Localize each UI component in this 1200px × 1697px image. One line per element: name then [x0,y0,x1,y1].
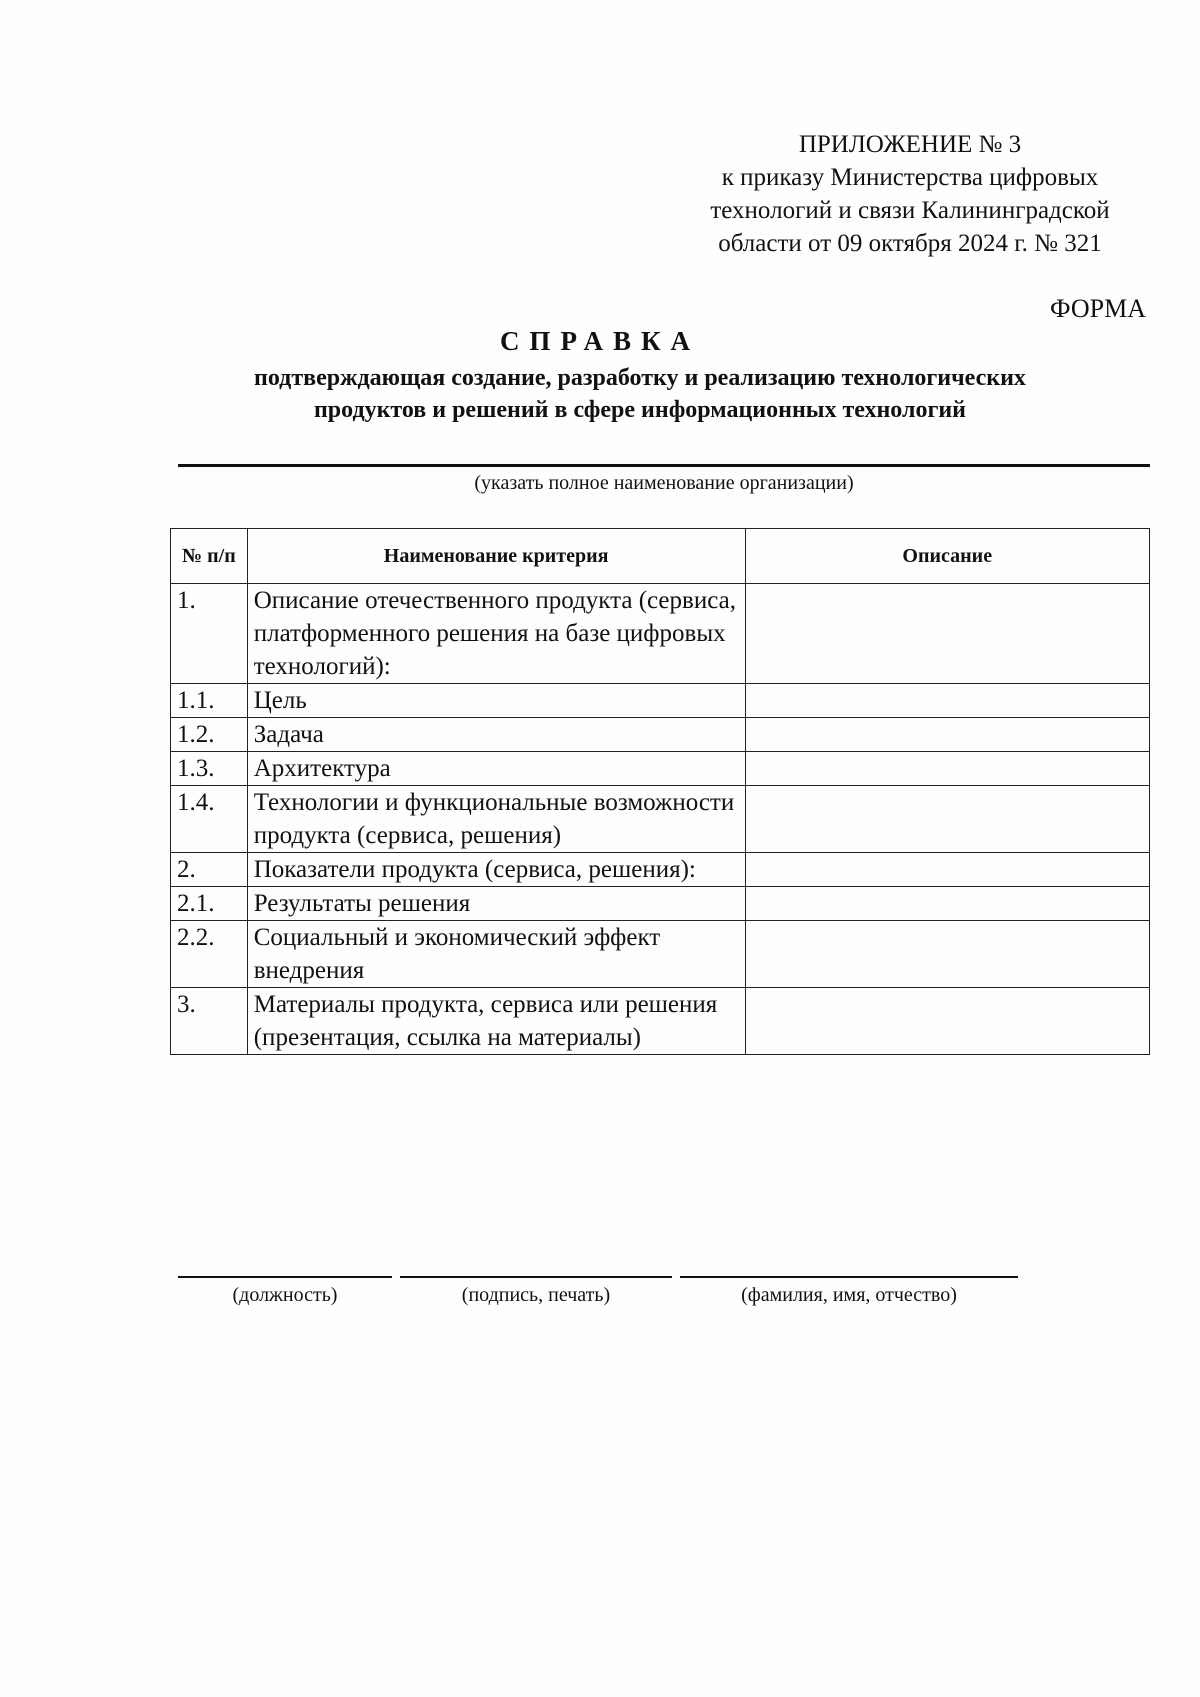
row-description[interactable] [745,921,1149,988]
row-criterion: Архитектура [247,752,745,786]
organization-name-hint: (указать полное наименование организации) [474,472,854,494]
appendix-header [660,128,1160,260]
table-row [171,786,1150,853]
row-description[interactable] [745,887,1149,921]
subtitle-line-2: продуктов и решений в сфере информационных технологий [313,397,967,423]
row-description[interactable] [745,718,1149,752]
organization-name-line[interactable] [178,464,1150,467]
table-row [171,853,1150,887]
row-number: 2.1. [171,887,248,921]
row-description[interactable] [745,752,1149,786]
row-description[interactable] [745,584,1149,684]
form-label: ФОРМА [1050,294,1146,323]
row-description[interactable] [745,786,1149,853]
table-row [171,584,1150,684]
criteria-table [170,528,1150,1055]
row-criterion: Показатели продукта (сервиса, решения): [247,853,745,887]
header-description: Описание [745,529,1149,584]
header-number: № п/п [171,529,248,584]
signature-field[interactable]: (подпись, печать) [400,1276,672,1307]
document-subtitle [160,362,1120,426]
table-row [171,684,1150,718]
row-number: 2.2. [171,921,248,988]
row-description[interactable] [745,988,1149,1055]
table-row [171,887,1150,921]
appendix-line-2: технологий и связи Калининградской [710,197,1110,224]
row-number: 2. [171,853,248,887]
row-criterion: Социальный и экономический эффект внедрения [247,921,745,988]
header-criterion: Наименование критерия [247,529,745,584]
signature-block [178,1276,1018,1336]
position-field[interactable]: (должность) [178,1276,392,1307]
table-row [171,718,1150,752]
row-number: 3. [171,988,248,1055]
table-row [171,921,1150,988]
row-criterion: Описание отечественного продукта (сервиса, платформенного решения на базе цифровых технологий): [247,584,745,684]
subtitle-line-1: подтверждающая создание, разработку и реализацию технологических [254,365,1026,391]
row-number: 1.4. [171,786,248,853]
row-criterion: Задача [247,718,745,752]
row-criterion: Результаты решения [247,887,745,921]
appendix-title: ПРИЛОЖЕНИЕ № 3 [798,131,1022,158]
row-criterion: Технологии и функциональные возможности продукта (сервиса, решения) [247,786,745,853]
appendix-line-1: к приказу Министерства цифровых [721,164,1099,191]
document-title: СПРАВКА [499,326,701,356]
table-header-row [171,529,1150,584]
table-row [171,752,1150,786]
row-number: 1.3. [171,752,248,786]
full-name-field[interactable]: (фамилия, имя, отчество) [680,1276,1018,1307]
row-number: 1.1. [171,684,248,718]
row-criterion: Материалы продукта, сервиса или решения (презентация, ссылка на материалы) [247,988,745,1055]
row-description[interactable] [745,853,1149,887]
appendix-line-3: области от 09 октября 2024 г. № 321 [718,230,1102,257]
row-number: 1.2. [171,718,248,752]
row-criterion: Цель [247,684,745,718]
row-description[interactable] [745,684,1149,718]
table-row [171,988,1150,1055]
row-number: 1. [171,584,248,684]
